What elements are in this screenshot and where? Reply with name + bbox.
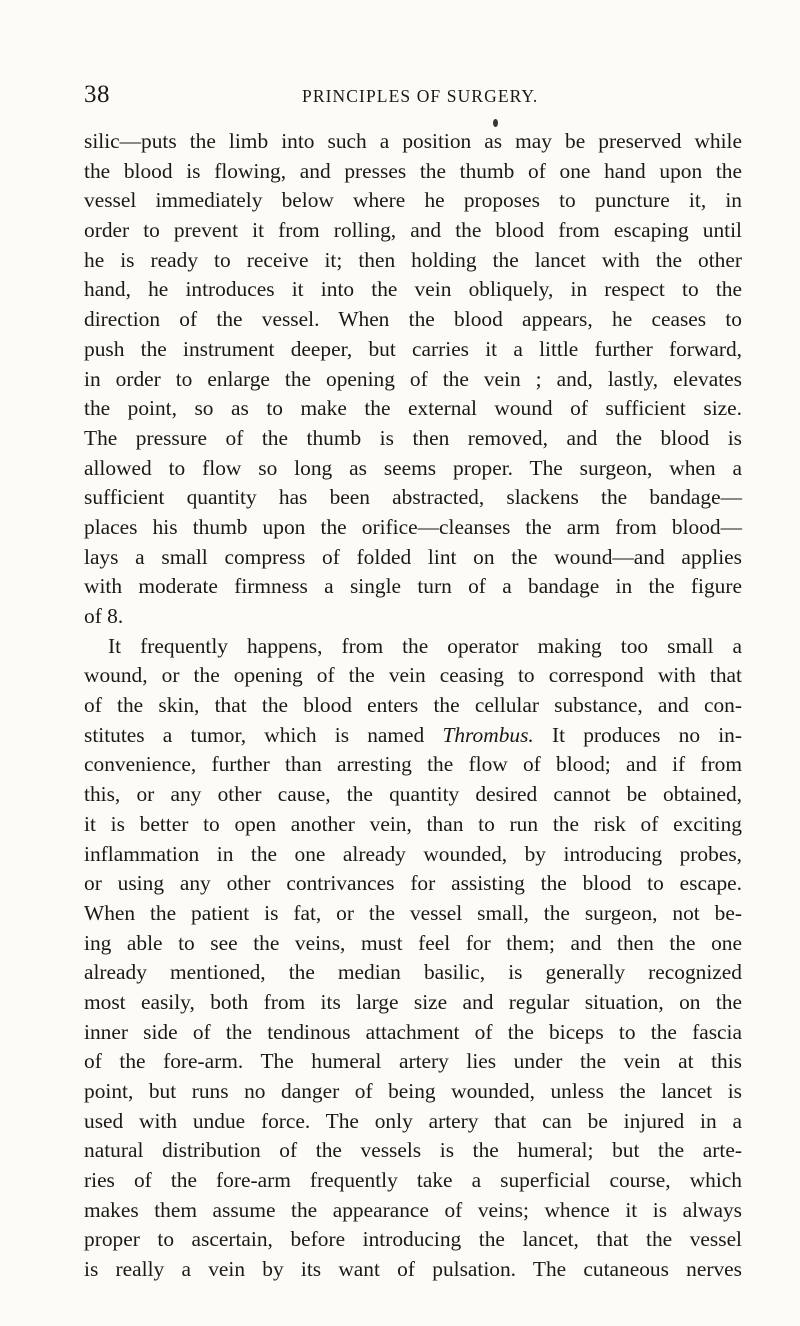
text-line: the point, so as to make the external wound of sufficient size. xyxy=(84,396,742,421)
text-line: of the fore-arm. The humeral artery lies under the vein at this xyxy=(84,1049,742,1074)
printers-mark xyxy=(493,119,498,127)
text-line: already mentioned, the median basilic, is generally recognized xyxy=(84,960,742,985)
running-head xyxy=(84,80,744,110)
paragraph-end-line: of 8. xyxy=(84,604,124,628)
text-line: ries of the fore-arm frequently take a superficial course, which xyxy=(84,1168,742,1193)
text-line: The pressure of the thumb is then removed, and the blood is xyxy=(84,425,742,450)
text-line: most easily, both from its large size and regular situation, on the xyxy=(84,989,742,1014)
text-line: proper to ascertain, before introducing the lancet, that the vessel xyxy=(84,1227,742,1252)
text-line: is really a vein by its want of pulsation. The cutaneous nerves xyxy=(84,1257,742,1282)
text-line: it is better to open another vein, than to run the risk of exciting xyxy=(84,811,742,836)
text-line: or using any other contrivances for assisting the blood to escape. xyxy=(84,871,742,896)
text-line: When the patient is fat, or the vessel small, the surgeon, not be- xyxy=(84,900,742,925)
text-line: order to prevent it from rolling, and the blood from escaping until xyxy=(84,218,742,243)
text-line: lays a small compress of folded lint on the wound—and applies xyxy=(84,544,742,569)
text-line: in order to enlarge the opening of the vein ; and, lastly, elevates xyxy=(84,366,742,391)
text-line: with moderate firmness a single turn of a bandage in the figure xyxy=(84,574,742,599)
italic-term: Thrombus. xyxy=(442,722,534,747)
text-line: hand, he introduces it into the vein obliquely, in respect to the xyxy=(84,277,742,302)
text-line: he is ready to receive it; then holding the lancet with the other xyxy=(84,247,742,272)
text-line: places his thumb upon the orifice—cleanses the arm from blood— xyxy=(84,514,742,539)
text-line: point, but runs no danger of being wounded, unless the lancet is xyxy=(84,1079,742,1103)
text-line-with-term xyxy=(84,721,742,751)
body-text xyxy=(84,127,742,1285)
text-line: used with undue force. The only artery that can be injured in a xyxy=(84,1108,742,1133)
text-line: inflammation in the one already wounded, by introducing probes, xyxy=(84,841,742,866)
text-line: wound, or the opening of the vein ceasing to correspond with that xyxy=(84,663,742,688)
text-line: the blood is flowing, and presses the thumb of one hand upon the xyxy=(84,158,742,183)
text-line: allowed to flow so long as seems proper. The surgeon, when a xyxy=(84,455,742,480)
text-line: of the skin, that the blood enters the cellular substance, and con- xyxy=(84,693,742,718)
text-line: ing able to see the veins, must feel for them; and then the one xyxy=(84,930,742,955)
paragraph-first-line: It frequently happens, from the operator making too small a xyxy=(108,633,742,658)
text-line: natural distribution of the vessels is the humeral; but the arte- xyxy=(84,1138,742,1163)
page-number: 38 xyxy=(84,81,110,108)
running-title: PRINCIPLES OF SURGERY. xyxy=(302,86,539,106)
text-line: this, or any other cause, the quantity desired cannot be obtained, xyxy=(84,782,742,807)
text-line: direction of the vessel. When the blood appears, he ceases to xyxy=(84,307,742,332)
text-line: makes them assume the appearance of veins; whence it is always xyxy=(84,1197,742,1222)
text-line: silic—puts the limb into such a position as may be preserved while xyxy=(84,129,742,153)
line-segment: stitutes a tumor, which is named xyxy=(84,722,443,747)
text-line: convenience, further than arresting the flow of blood; and if from xyxy=(84,752,742,777)
text-line: vessel immediately below where he proposes to puncture it, in xyxy=(84,188,742,213)
text-line: sufficient quantity has been abstracted, slackens the bandage— xyxy=(84,485,742,510)
line-segment: It produces no in- xyxy=(533,722,742,747)
text-line: push the instrument deeper, but carries it a little further forward, xyxy=(84,336,742,361)
text-line: inner side of the tendinous attachment of the biceps to the fascia xyxy=(84,1019,742,1044)
